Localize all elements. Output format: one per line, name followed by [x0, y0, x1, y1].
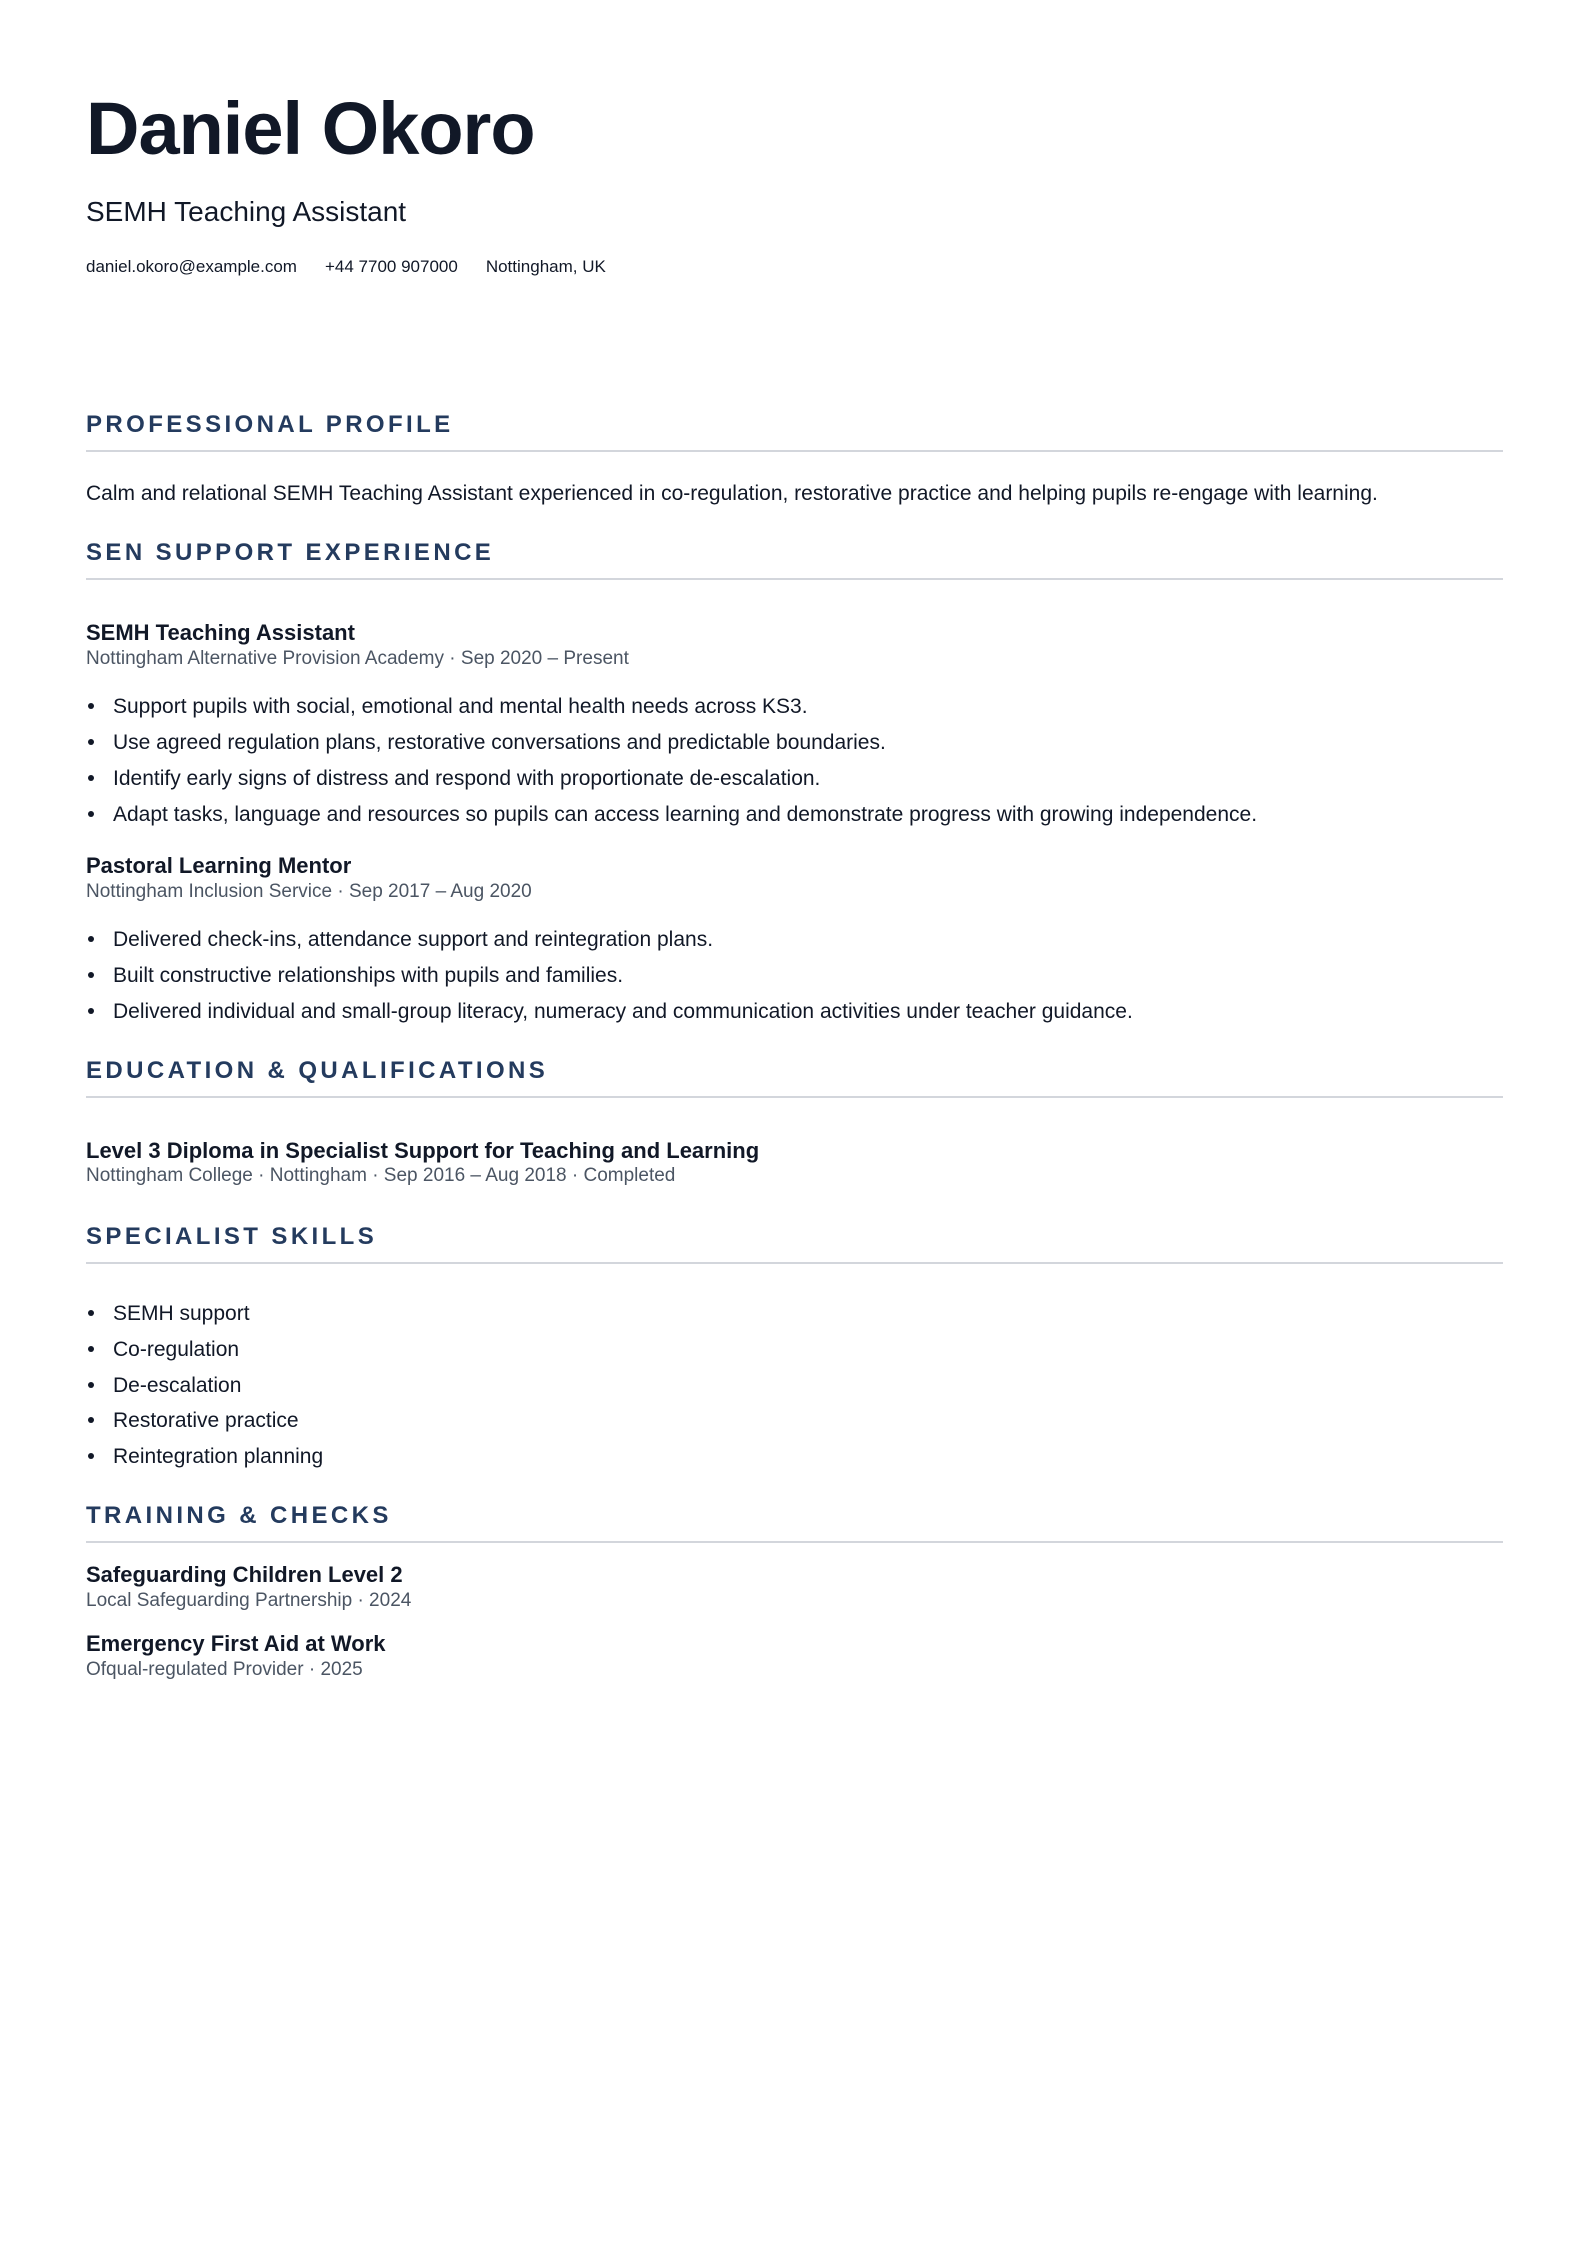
- training-title: Emergency First Aid at Work: [86, 1631, 386, 1656]
- training-meta: Local Safeguarding Partnership · 2024: [86, 1590, 412, 1611]
- job-bullet: [86, 802, 1257, 827]
- skill-item: [86, 1444, 323, 1469]
- section-title-skills: SPECIALIST SKILLS: [86, 1223, 378, 1250]
- job-bullet: [86, 999, 1133, 1024]
- bullet-icon: [88, 1453, 94, 1459]
- section-divider: [86, 578, 1503, 580]
- contact-row: [86, 257, 634, 277]
- job-bullet: [86, 730, 886, 755]
- education-title: Level 3 Diploma in Specialist Support for Teaching and Learning: [86, 1138, 760, 1163]
- job-bullet-text: Identify early signs of distress and respond with proportionate de-escalation.: [113, 767, 821, 790]
- skill-text: SEMH support: [113, 1302, 250, 1325]
- contact-email[interactable]: daniel.okoro@example.com: [86, 257, 297, 276]
- job-bullet-text: Built constructive relationships with pupils and families.: [113, 964, 624, 987]
- section-title-experience: SEN SUPPORT EXPERIENCE: [86, 539, 495, 566]
- section-divider: [86, 450, 1503, 452]
- section-divider: [86, 1262, 1503, 1264]
- skill-text: De-escalation: [113, 1374, 242, 1397]
- bullet-icon: [88, 1382, 94, 1388]
- bullet-icon: [88, 1417, 94, 1423]
- contact-location: Nottingham, UK: [485, 257, 606, 276]
- job-meta: Nottingham Alternative Provision Academy · Sep 2020 – Present: [86, 648, 629, 669]
- profile-summary: Calm and relational SEMH Teaching Assistant experienced in co-regulation, restorative practice and helping pupils re-engage with learning.: [86, 482, 1378, 505]
- section-title-education: EDUCATION & QUALIFICATIONS: [86, 1057, 549, 1084]
- job-bullet-text: Use agreed regulation plans, restorative conversations and predictable boundaries.: [113, 731, 886, 754]
- bullet-icon: [88, 1346, 94, 1352]
- job-bullet: [86, 766, 820, 791]
- candidate-role: SEMH Teaching Assistant: [86, 196, 407, 227]
- candidate-name: Daniel Okoro: [86, 87, 535, 170]
- bullet-icon: [88, 1008, 94, 1014]
- training-meta: Ofqual-regulated Provider · 2025: [86, 1659, 363, 1680]
- skill-item: [86, 1373, 241, 1398]
- job-meta: Nottingham Inclusion Service · Sep 2017 – Aug 2020: [86, 881, 532, 902]
- training-title: Safeguarding Children Level 2: [86, 1562, 403, 1587]
- job-bullet: [86, 963, 623, 988]
- job-bullet: [86, 927, 713, 952]
- skill-item: [86, 1408, 299, 1433]
- bullet-icon: [88, 811, 94, 817]
- job-title: SEMH Teaching Assistant: [86, 620, 355, 645]
- skill-text: Restorative practice: [113, 1409, 299, 1432]
- bullet-icon: [88, 775, 94, 781]
- bullet-icon: [88, 703, 94, 709]
- bullet-icon: [88, 972, 94, 978]
- job-bullet-text: Delivered check-ins, attendance support and reintegration plans.: [113, 928, 714, 951]
- education-meta: Nottingham College · Nottingham · Sep 2016 – Aug 2018 · Completed: [86, 1165, 676, 1186]
- job-bullet: [86, 694, 808, 719]
- skill-text: Reintegration planning: [113, 1445, 324, 1468]
- skill-item: [86, 1301, 250, 1326]
- bullet-icon: [88, 1310, 94, 1316]
- skill-item: [86, 1337, 239, 1362]
- section-divider: [86, 1541, 1503, 1543]
- bullet-icon: [88, 936, 94, 942]
- job-bullet-text: Support pupils with social, emotional and mental health needs across KS3.: [113, 695, 808, 718]
- bullet-icon: [88, 739, 94, 745]
- job-bullet-text: Delivered individual and small-group literacy, numeracy and communication activities under teacher guidance.: [113, 1000, 1133, 1023]
- section-title-profile: PROFESSIONAL PROFILE: [86, 411, 454, 438]
- job-bullet-text: Adapt tasks, language and resources so pupils can access learning and demonstrate progress with growing independence.: [113, 803, 1258, 826]
- skill-text: Co-regulation: [113, 1338, 240, 1361]
- contact-phone[interactable]: +44 7700 907000: [324, 257, 458, 276]
- section-divider: [86, 1096, 1503, 1098]
- section-title-training: TRAINING & CHECKS: [86, 1502, 392, 1529]
- job-title: Pastoral Learning Mentor: [86, 853, 352, 878]
